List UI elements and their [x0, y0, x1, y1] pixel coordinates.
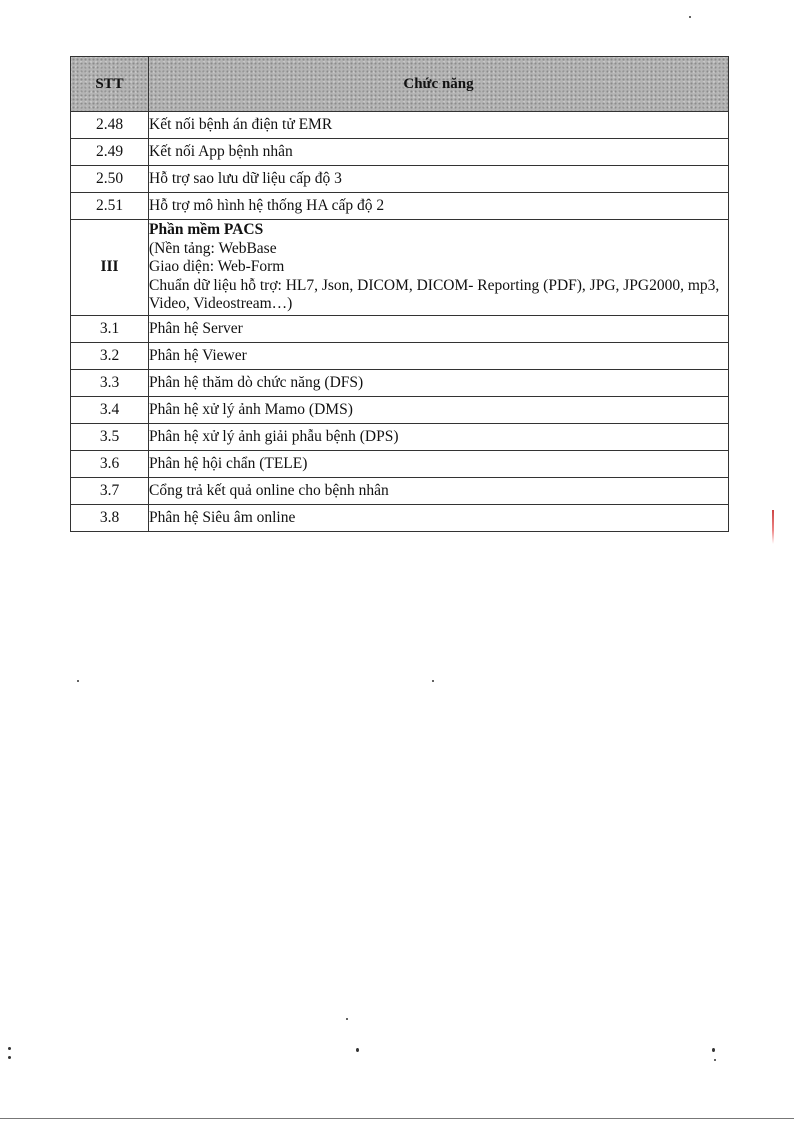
row-stt: 2.51: [71, 193, 149, 220]
table-row: [71, 423, 729, 450]
row-function: Phân hệ thăm dò chức năng (DFS): [149, 369, 729, 396]
row-function: Phân hệ xử lý ảnh Mamo (DMS): [149, 396, 729, 423]
group-function: [149, 220, 729, 316]
row-stt: 3.5: [71, 423, 149, 450]
row-function: Cổng trả kết quả online cho bệnh nhân: [149, 477, 729, 504]
table-row: [71, 396, 729, 423]
group-row: [71, 220, 729, 316]
row-function: Phân hệ Server: [149, 315, 729, 342]
row-stt: 3.2: [71, 342, 149, 369]
row-stt: 3.1: [71, 315, 149, 342]
group-data-standards: Chuẩn dữ liệu hỗ trợ: HL7, Json, DICOM, DICOM- Reporting (PDF), JPG, JPG2000, mp3, Video, Videostream…): [149, 276, 720, 312]
group-platform: (Nền tảng: WebBase: [149, 239, 277, 257]
header-stt: STT: [71, 57, 149, 112]
table-row: [71, 369, 729, 396]
group-stt: III: [71, 220, 149, 316]
row-function: Phân hệ Siêu âm online: [149, 504, 729, 531]
row-stt: 2.48: [71, 112, 149, 139]
table-header: [71, 57, 729, 112]
table-row: [71, 166, 729, 193]
row-stt: 3.7: [71, 477, 149, 504]
row-function: Phân hệ Viewer: [149, 342, 729, 369]
scan-speck: [712, 1048, 715, 1052]
scan-speck: [356, 1048, 359, 1052]
scan-speck: [8, 1056, 11, 1059]
table-row: [71, 315, 729, 342]
table-row: [71, 139, 729, 166]
table-row: [71, 477, 729, 504]
row-function: Phân hệ xử lý ảnh giải phẫu bệnh (DPS): [149, 423, 729, 450]
table-row: [71, 193, 729, 220]
header-function: Chức năng: [149, 57, 729, 112]
table-row: [71, 450, 729, 477]
header-row: [71, 57, 729, 112]
group-interface: Giao diện: Web-Form: [149, 258, 285, 275]
row-stt: 3.3: [71, 369, 149, 396]
row-function: Hỗ trợ sao lưu dữ liệu cấp độ 3: [149, 166, 729, 193]
scan-speck: [432, 680, 434, 682]
page-edge-line: [0, 1118, 794, 1119]
scan-speck: [77, 680, 79, 682]
edge-mark: [772, 510, 774, 544]
scan-speck: [346, 1018, 348, 1020]
row-stt: 2.50: [71, 166, 149, 193]
row-function: Phân hệ hội chẩn (TELE): [149, 450, 729, 477]
group-title: Phần mềm PACS: [149, 221, 264, 238]
table-body: [71, 112, 729, 532]
function-table: [70, 56, 729, 532]
row-stt: 3.4: [71, 396, 149, 423]
row-stt: 2.49: [71, 139, 149, 166]
row-function: Hỗ trợ mô hình hệ thống HA cấp độ 2: [149, 193, 729, 220]
row-stt: 3.6: [71, 450, 149, 477]
row-function: Kết nối App bệnh nhân: [149, 139, 729, 166]
scan-speck: [714, 1059, 716, 1061]
row-function: Kết nối bệnh án điện tử EMR: [149, 112, 729, 139]
table-row: [71, 342, 729, 369]
scan-speck: [8, 1047, 11, 1050]
table-row: [71, 112, 729, 139]
table-row: [71, 504, 729, 531]
row-stt: 3.8: [71, 504, 149, 531]
scan-speck: [689, 16, 691, 18]
